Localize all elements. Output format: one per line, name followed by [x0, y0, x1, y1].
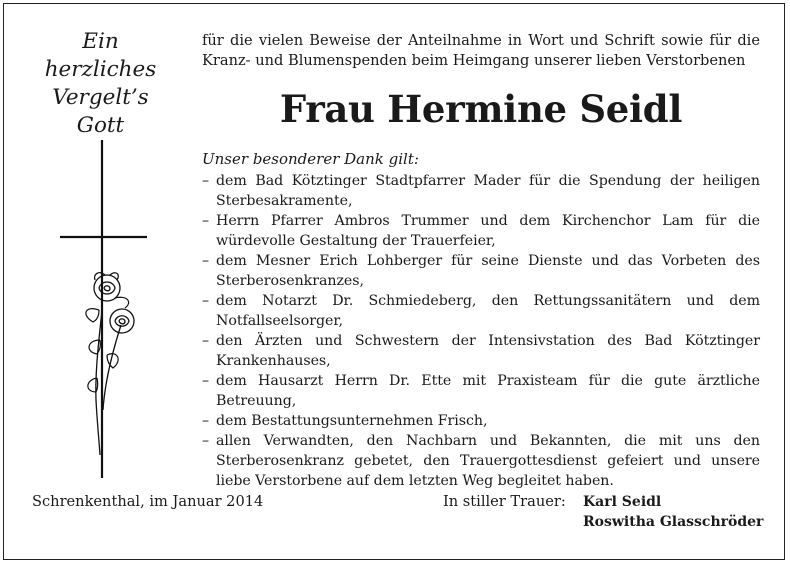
- list-item: [202, 371, 760, 411]
- list-dash: –: [202, 333, 210, 349]
- side-heading: [28, 28, 173, 140]
- list-item-text: dem Notarzt Dr. Schmiedeberg, den Rettungssanitätern und dem Notfallseelsorger,: [216, 293, 760, 329]
- list-dash: –: [202, 413, 210, 429]
- list-item-text: den Ärzten und Schwestern der Intensivstation des Bad Kötztinger Krankenhauses,: [216, 333, 760, 369]
- list-dash: –: [202, 373, 210, 389]
- deceased-name: Frau Hermine Seidl: [279, 87, 683, 131]
- list-item-text: dem Mesner Erich Lohberger für seine Dienste und das Vorbeten des Sterberosenkranzes,: [216, 253, 760, 289]
- list-item: [202, 171, 760, 211]
- list-dash: –: [202, 213, 210, 229]
- side-heading-line: Ein: [82, 29, 119, 54]
- thanks-list: [202, 171, 760, 491]
- list-dash: –: [202, 293, 210, 309]
- list-dash: –: [202, 253, 210, 269]
- list-item-text: allen Verwandten, den Nachbarn und Bekannten, die mit uns den Sterberosenkranz gebetet, den Trauergottesdienst gefeiert und unsere liebe Verstorbene auf dem letzten Weg begleitet haben.: [216, 433, 760, 489]
- list-item-text: Herrn Pfarrer Ambros Trummer und dem Kirchenchor Lam für die würdevolle Gestaltung der Trauerfeier,: [216, 213, 760, 249]
- list-item: [202, 331, 760, 371]
- mourning-label: In stiller Trauer:: [443, 493, 566, 510]
- list-item-text: dem Hausarzt Herrn Dr. Ette mit Praxisteam für die gute ärztliche Betreuung,: [216, 373, 760, 409]
- side-heading-line: Vergelt’s: [52, 85, 149, 110]
- list-dash: –: [202, 433, 210, 449]
- side-heading-line: herzliches: [44, 57, 157, 82]
- signer-name: Karl Seidl: [583, 494, 662, 510]
- list-item: [202, 251, 760, 291]
- side-heading-line: Gott: [76, 113, 125, 138]
- list-item-text: dem Bad Kötztinger Stadtpfarrer Mader für die Spendung der heiligen Sterbesakramente,: [216, 173, 760, 209]
- signers: [583, 492, 763, 532]
- list-item: [202, 211, 760, 251]
- list-dash: –: [202, 173, 210, 189]
- list-item: [202, 291, 760, 331]
- cross-with-roses-icon: [55, 140, 165, 485]
- list-item: [202, 431, 760, 491]
- signer-name: Roswitha Glasschröder: [583, 514, 764, 530]
- thanks-heading: Unser besonderer Dank gilt:: [202, 150, 419, 168]
- place-date: Schrenkenthal, im Januar 2014: [32, 493, 264, 510]
- list-item: [202, 411, 760, 431]
- list-item-text: dem Bestattungsunternehmen Frisch,: [216, 413, 488, 429]
- intro-text: für die vielen Beweise der Anteilnahme in Wort und Schrift sowie für die Kranz- und Blumenspenden beim Heimgang unserer lieben Verstorbenen: [202, 32, 760, 69]
